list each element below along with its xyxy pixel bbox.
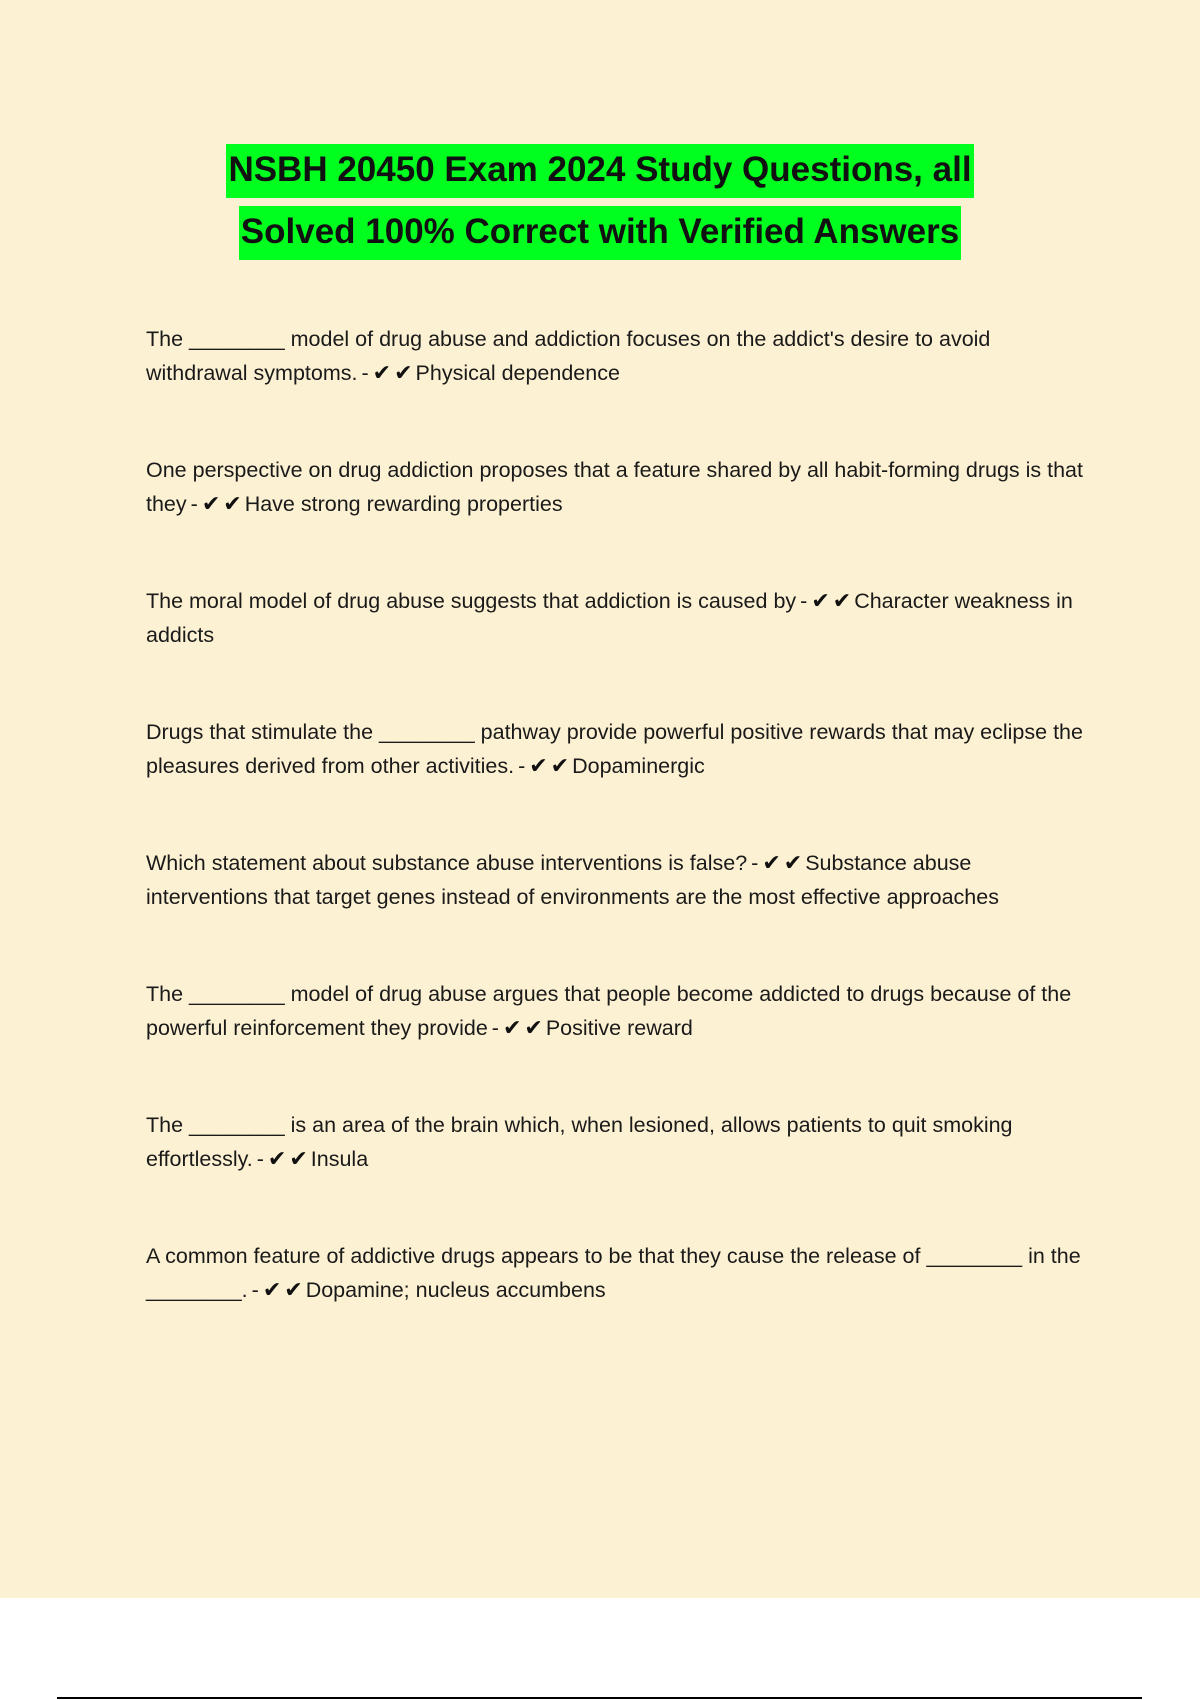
separator: - [518, 754, 526, 778]
check-icon: ✔ [529, 753, 548, 778]
answer-text: Dopaminergic [572, 754, 705, 778]
qa-item [146, 715, 1091, 783]
answer-text: Have strong rewarding properties [244, 492, 563, 516]
separator: - [751, 851, 759, 875]
check-icon: ✔ [372, 360, 392, 385]
check-icon: ✔ [811, 588, 830, 613]
check-icon: ✔ [502, 1015, 522, 1040]
document-title [100, 144, 1100, 268]
qa-item [146, 584, 1091, 652]
question-text: The ________ model of drug abuse and addiction focuses on the addict's desire to avoid withdrawal symptoms. [146, 327, 991, 385]
answer-text: Insula [310, 1147, 369, 1171]
question-text: The moral model of drug abuse suggests that addiction is caused by [146, 589, 797, 613]
bottom-divider [57, 1697, 1142, 1699]
qa-item [146, 322, 1091, 390]
answer-text: Substance abuse interventions that target genes instead of environments are the most effective approaches [146, 851, 999, 909]
check-icon: ✔ [524, 1015, 543, 1040]
check-icon: ✔ [284, 1277, 303, 1302]
check-icon: ✔ [262, 1277, 282, 1302]
separator: - [256, 1147, 264, 1171]
title-line-1: NSBH 20450 Exam 2024 Study Questions, all [226, 144, 973, 198]
answer-text: Physical dependence [415, 361, 620, 385]
answer-text: Dopamine; nucleus accumbens [305, 1278, 606, 1302]
question-text: A common feature of addictive drugs appears to be that they cause the release of ________ in the ________. [146, 1244, 1081, 1302]
qa-item [146, 977, 1091, 1045]
check-icon: ✔ [394, 360, 413, 385]
check-icon: ✔ [201, 491, 221, 516]
check-icon: ✔ [832, 588, 852, 613]
qa-item [146, 1239, 1091, 1307]
answer-text: Positive reward [545, 1016, 693, 1040]
check-icon: ✔ [762, 850, 781, 875]
separator: - [491, 1016, 499, 1040]
qa-item [146, 846, 1091, 914]
qa-item [146, 1108, 1091, 1176]
separator: - [190, 492, 198, 516]
separator: - [361, 361, 369, 385]
question-text: The ________ model of drug abuse argues that people become addicted to drugs because of the powerful reinforcement they provide [146, 982, 1072, 1040]
check-icon: ✔ [223, 491, 242, 516]
question-text: One perspective on drug addiction proposes that a feature shared by all habit-forming drugs is that they [146, 458, 1083, 516]
separator: - [251, 1278, 259, 1302]
question-text: Which statement about substance abuse interventions is false? [146, 851, 748, 875]
title-line-2: Solved 100% Correct with Verified Answers [239, 206, 961, 260]
qa-list [146, 322, 1091, 1370]
check-icon: ✔ [289, 1146, 308, 1171]
separator: - [800, 589, 808, 613]
qa-item [146, 453, 1091, 521]
question-text: Drugs that stimulate the ________ pathway provide powerful positive rewards that may eclipse the pleasures derived from other activities. [146, 720, 1083, 778]
check-icon: ✔ [783, 850, 803, 875]
check-icon: ✔ [550, 753, 570, 778]
check-icon: ✔ [267, 1146, 287, 1171]
question-text: The ________ is an area of the brain which, when lesioned, allows patients to quit smoking effortlessly. [146, 1113, 1013, 1171]
answer-text: Character weakness in addicts [146, 589, 1073, 647]
